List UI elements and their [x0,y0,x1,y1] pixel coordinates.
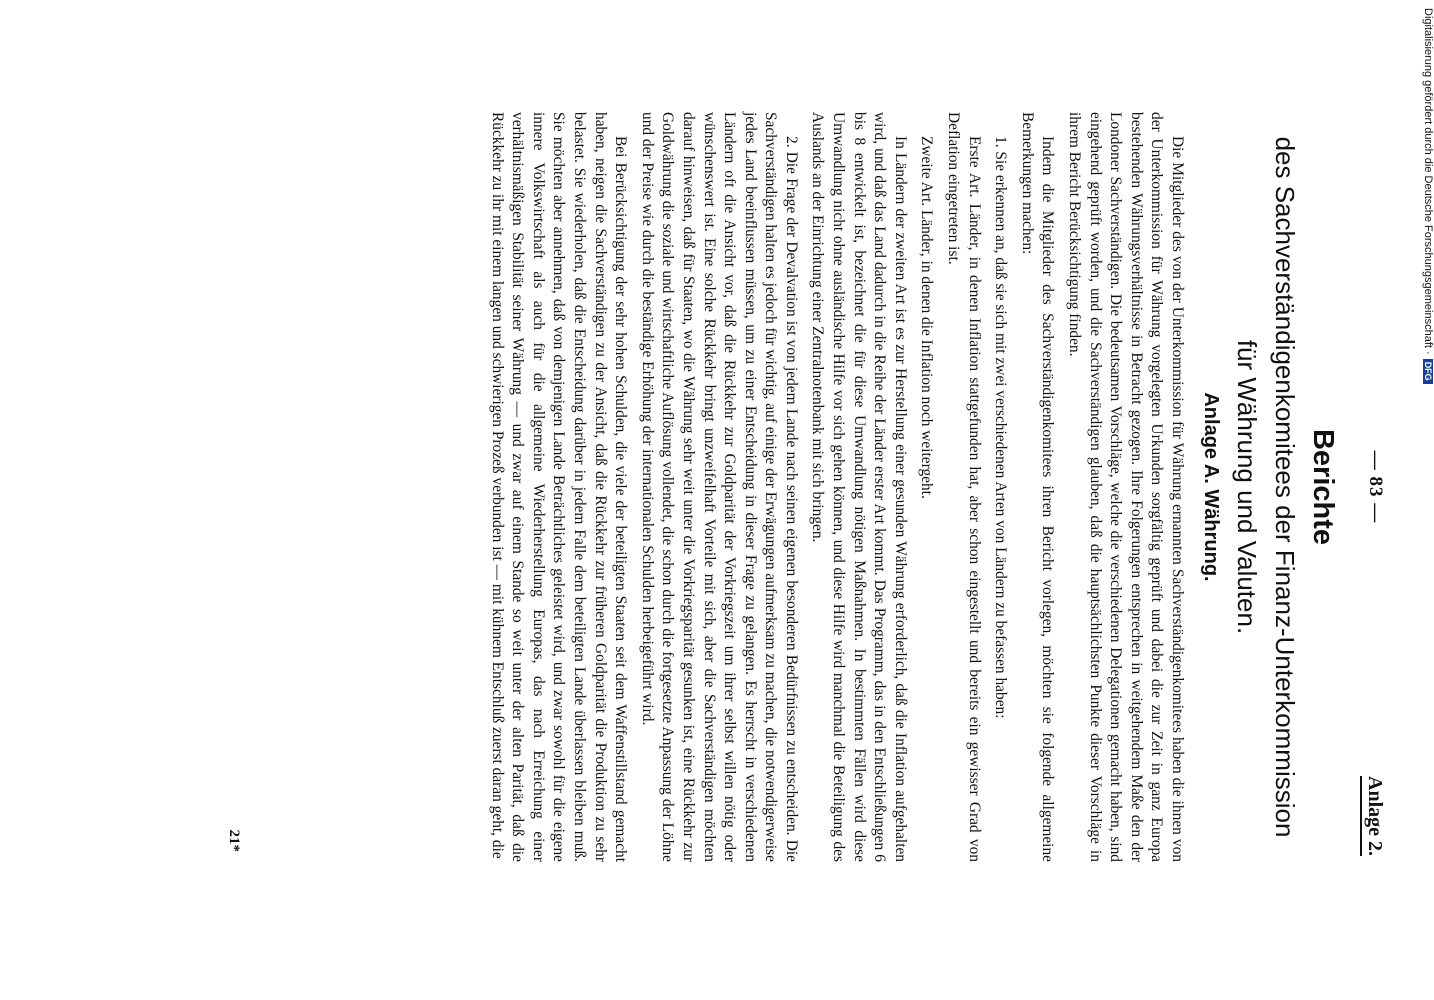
document-title [1228,112,1342,862]
paragraph: 1. Sie erkennen an, daß sie sich mit zwei verschiedenen Arten von Ländern zu befassen haben: [992,136,1010,719]
paragraph: Zweite Art. Länder, in denen die Inflation noch weitergeht. [918,136,936,499]
anlage-label: Anlage 2. [1360,776,1386,856]
dfg-logo: DFG [1423,359,1433,384]
title-line-2: des Sachverständigenkomitees der Finanz-Unterkommission [1270,136,1300,838]
page-number: — 83 — [1365,450,1386,524]
section-heading: Anlage A. Währung. [1200,392,1222,582]
document-page [47,112,1392,862]
paragraph: Erste Art. Länder, in denen Inflation stattgefunden hat, aber schon eingestellt und bereits ein gewisser Grad von Deflation eingetreten ist. [945,112,983,862]
paragraph: 2. Die Frage der Devalvation ist von jedem Lande nach seinen eigenen besonderen Bedürfnissen zu entscheiden. Die Sachverständigen halten es jedoch für wichtig, auf einige der Erwägungen aufmerksam zu machen, die notwendigerweise jedes Land beeinflussen müssen, um zu einer Entscheidung in dieser Frage zu gelangen. Es herrscht in verschiedenen Ländern oft die Ansicht vor, daß die Rückkehr zur Goldparität der Vorkriegszeit um ihrer selbst willen nötig oder wünschenswert ist. Eine solche Rückkehr bringt unzweifelhaft Vorteile mit sich, aber die Sachverständigen möchten darauf hinweisen, daß für Staaten, wo die Währung sehr weit unter die Vorkriegsparität gesunken ist, eine Rückkehr zur Goldwährung die soziale und wirtschaftliche Auflösung vollendet, die schon durch die fortgesetzte Anpassung der Löhne und der Preise wie durch die beständige Erhöhung der internationalen Schulden herbeigeführt wird. [638,112,800,862]
digitization-note [1414,8,1434,808]
paragraph: In Ländern der zweiten Art ist es zur Herstellung einer gesunden Währung erforderlich, daß die Inflation aufgehalten wird, und daß das Land dadurch in die Reihe der Länder erster Art kommt. Das Programm, das in den Entschließungen 6 bis 8 entwickelt ist, bezeichnet die für diese Umwandlung nötigen Maßnahmen. In bestimmten Fällen wird diese Umwandlung nicht ohne ausländische Hilfe vor sich gehen können, und diese Hilfe wird manchmal die Beteiligung des Auslands an der Einrichtung einer Zentralnotenbank mit sich bringen. [809,112,909,862]
paragraph: Indem die Mitglieder des Sachverständigenkomitees ihren Bericht vorlegen, möchten sie folgende allgemeine Bemerkungen machen: [1018,112,1057,862]
paragraph: Bei Berücksichtigung der sehr hohen Schulden, die viele der beteiligten Staaten seit dem Waffenstillstand gemacht haben, neigen die Sachverständigen zu der Ansicht, daß die Rückkehr zur früheren Goldparität die Produktion zu sehr belastet. Sie wiederholen, daß die Entscheidung darüber in jedem Falle dem beteiligten Lande überlassen bleiben muß. Sie möchten aber annehmen, daß von demjenigen Lande Beträchtliches geleistet wird, und zwar sowohl für die eigene innere Volkswirtschaft als auch für die allgemeine Wiederherstellung Europas, das nach Erreichung einer verhältnismäßigen Stabilität seiner Währung — und zwar auf einem Stande so weit unter der alten Parität, daß die Rückkehr zu ihr mit einem langen und schwierigen Prozeß verbunden ist — mit kühnem Entschluß zuerst daran geht, die [488,112,630,862]
paragraph: Die Mitglieder des von der Unterkommission für Währung ernannten Sachverständigenkomitees haben die ihnen von der Unterkommission für Währung vorgelegten Urkunden sorgfältig geprüft und dabei die zur Zeit in ganz Europa bestehenden Währungsverhältnisse in Betracht gezogen. Ihre Folgerungen entsprechen in weitgehendem Maße den der Londoner Sachverständigen. Die bedeutsamen Vorschläge, welche die verschiedenen Delegationen gemacht haben, sind eingehend geprüft worden, und die Sachverständigen glauben, daß die hauptsächlichsten Punkte dieser Vorschläge in ihrem Bericht Berücksichtigung finden. [1066,112,1186,862]
body-text [480,112,1187,862]
signature-mark: 21* [226,829,242,852]
title-line-1: Berichte [1307,428,1339,546]
title-line-3: für Währung und Valuten. [1232,339,1262,635]
digitization-note-text: Digitalisierung gefördert durch die Deutsche Forschungsgemeinschaft · [1422,8,1434,355]
